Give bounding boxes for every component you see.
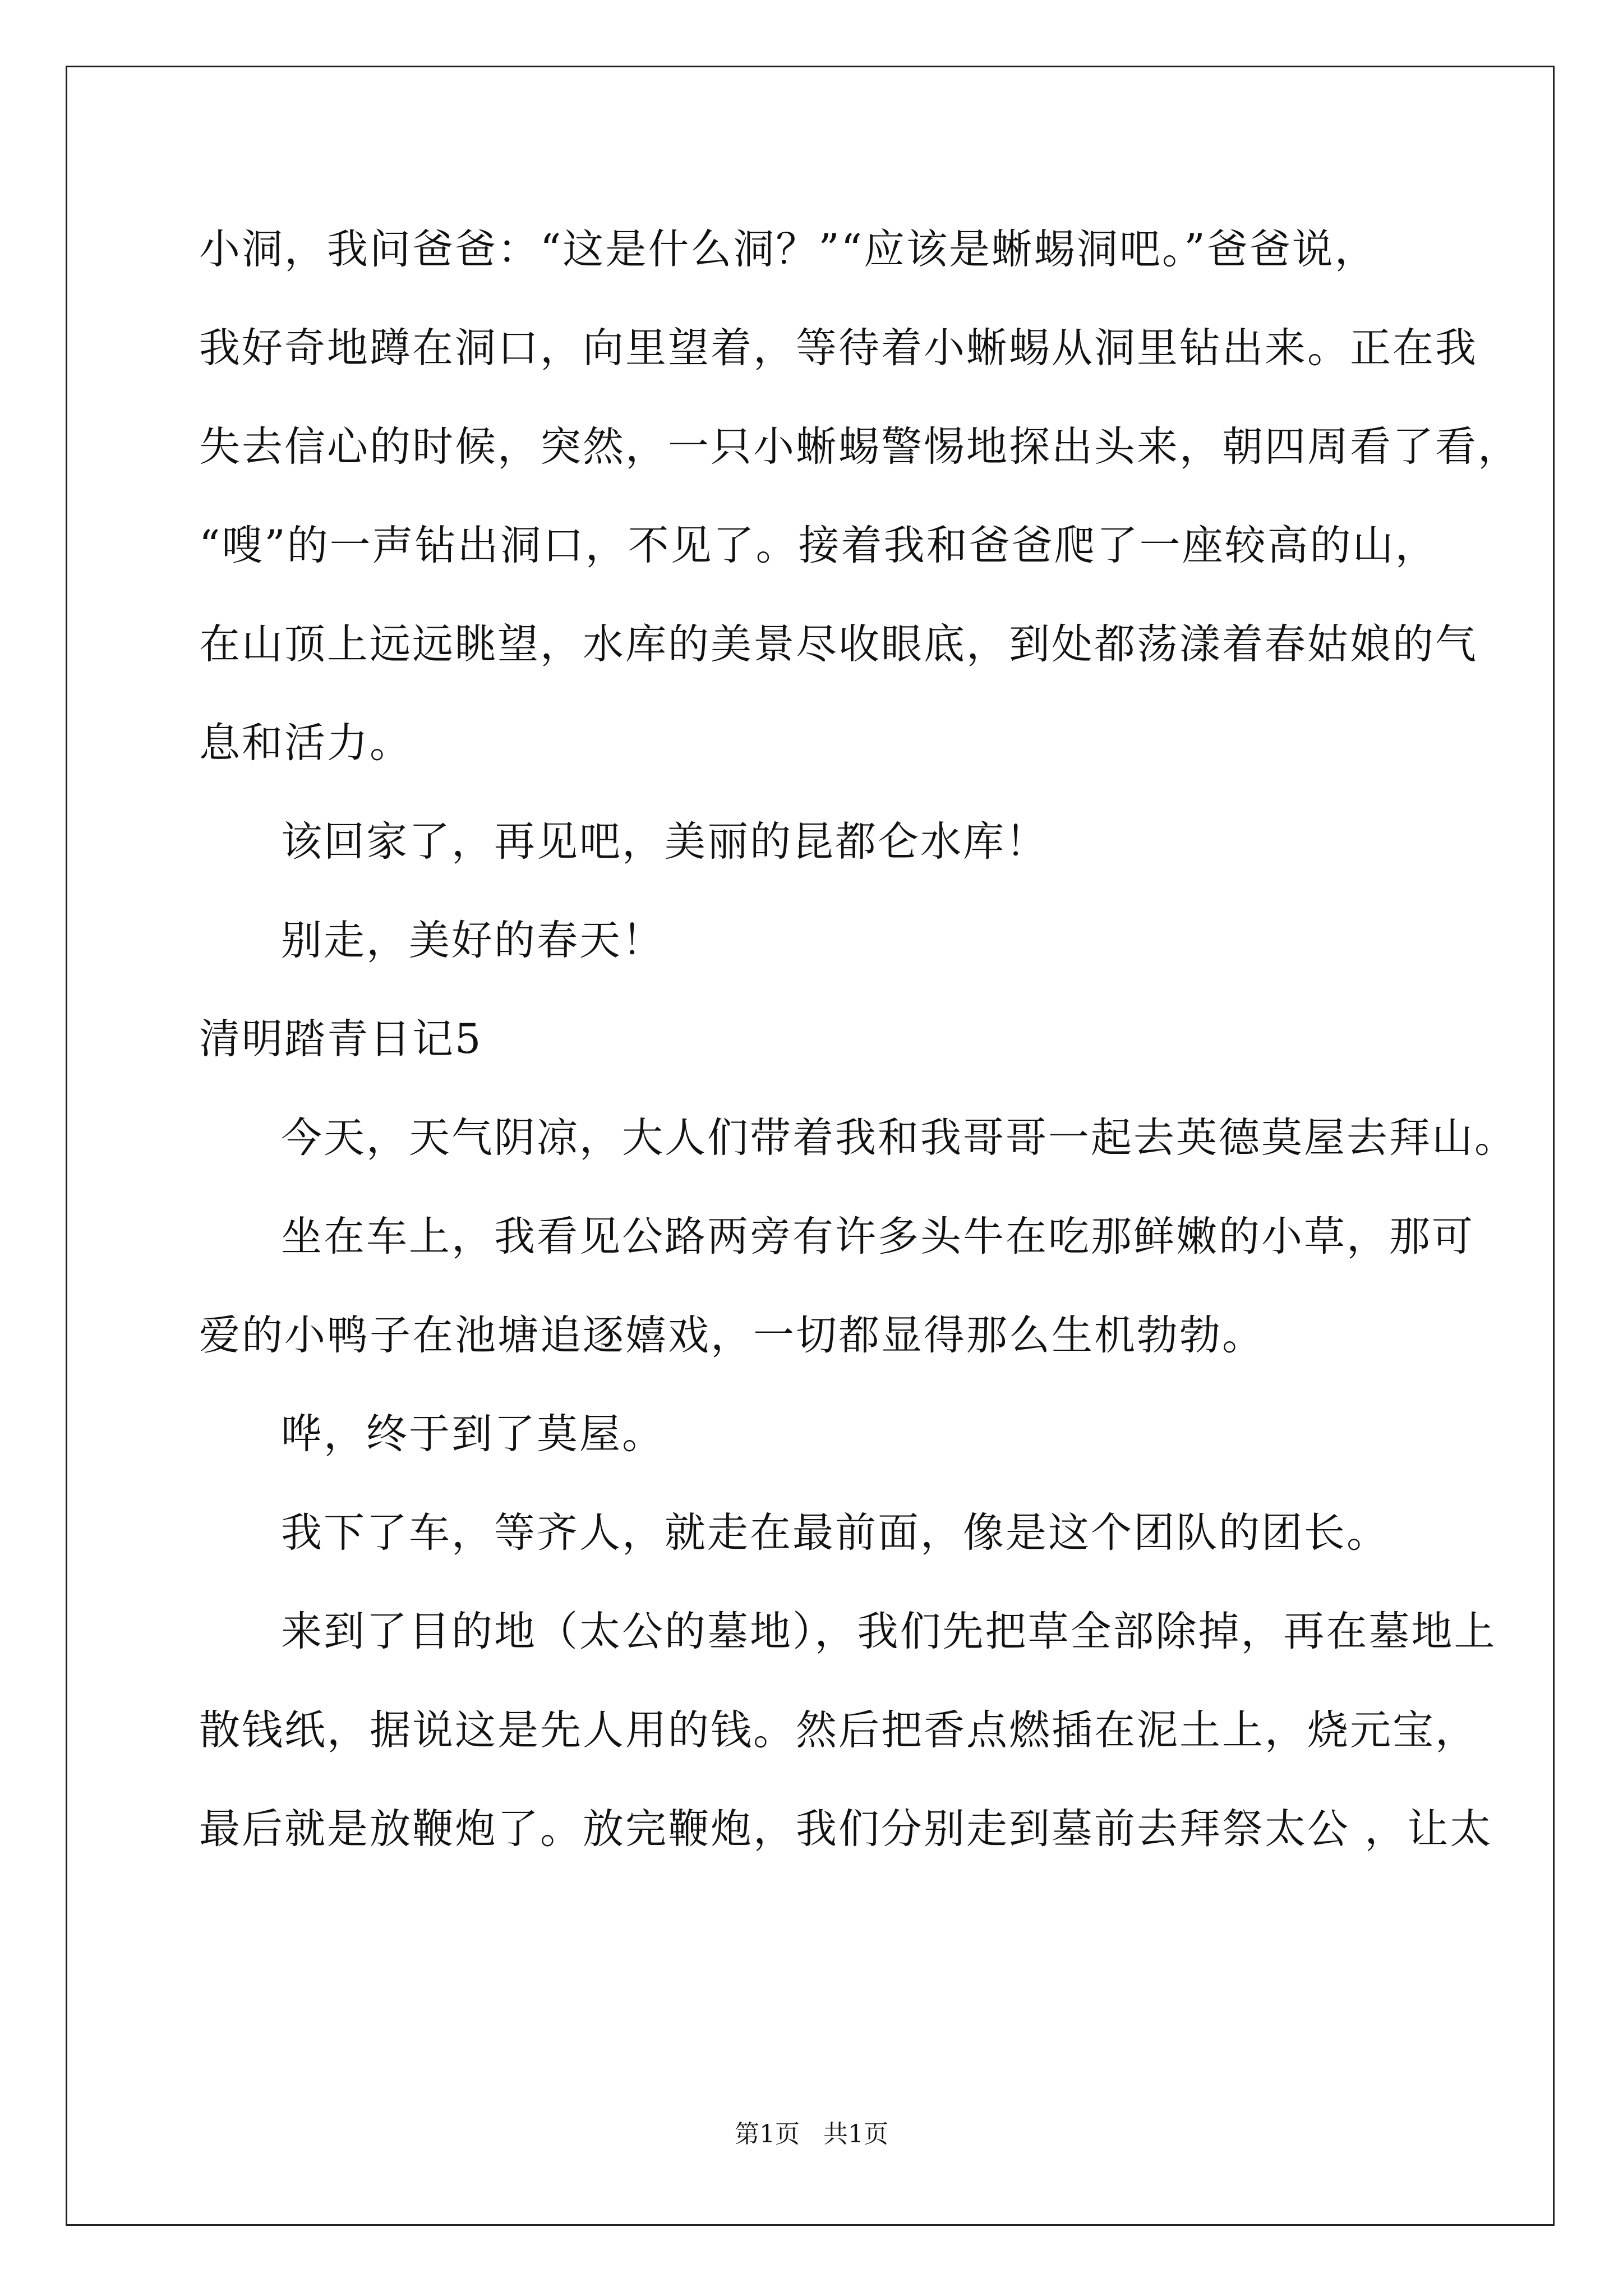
- text-line: 最后就是放鞭炮了。放完鞭炮，我们分别走到墓前去拜祭太公 ，让太: [199, 1805, 1493, 1853]
- text-line: 今天，天气阴凉，大人们带着我和我哥哥一起去英德莫屋去拜山。: [281, 1114, 1517, 1162]
- text-line: 我下了车，等齐人，就走在最前面，像是这个团队的团长。: [281, 1509, 1389, 1557]
- section-heading: 清明踏青日记5: [199, 1015, 483, 1063]
- text-line: 来到了目的地（太公的墓地），我们先把草全部除掉，再在墓地上: [281, 1608, 1497, 1655]
- page-footer: [0, 2118, 1623, 2151]
- text-line: 在山顶上远远眺望，水库的美景尽收眼底，到处都荡漾着春姑娘的气: [199, 620, 1478, 668]
- text-line: 该回家了，再见吧，美丽的昆都仑水库！: [281, 818, 1048, 866]
- text-line: 我好奇地蹲在洞口，向里望着，等待着小蜥蜴从洞里钻出来。正在我: [199, 324, 1478, 372]
- page-total: 共1页: [823, 2120, 888, 2148]
- text-line: 失去信心的时候，突然，一只小蜥蜴警惕地探出头来，朝四周看了看，: [199, 423, 1520, 471]
- text-line: 爱的小鸭子在池塘追逐嬉戏，一切都显得那么生机勃勃。: [199, 1312, 1265, 1359]
- text-line: “嗖”的一声钻出洞口，不见了。接着我和爸爸爬了一座较高的山，: [199, 522, 1438, 569]
- text-line: 息和活力。: [199, 719, 412, 767]
- text-line: 小洞，我问爸爸：“这是什么洞？”“应该是蜥蜴洞吧。”爸爸说，: [199, 226, 1377, 273]
- text-line: 散钱纸，据说这是先人用的钱。然后把香点燃插在泥土上，烧元宝，: [199, 1706, 1478, 1754]
- text-line: 哗，终于到了莫屋。: [281, 1410, 665, 1458]
- text-line: 别走，美好的春天！: [281, 917, 665, 964]
- page-number: 第1页: [735, 2120, 800, 2148]
- text-line: 坐在车上，我看见公路两旁有许多头牛在吃那鲜嫩的小草，那可: [281, 1213, 1474, 1260]
